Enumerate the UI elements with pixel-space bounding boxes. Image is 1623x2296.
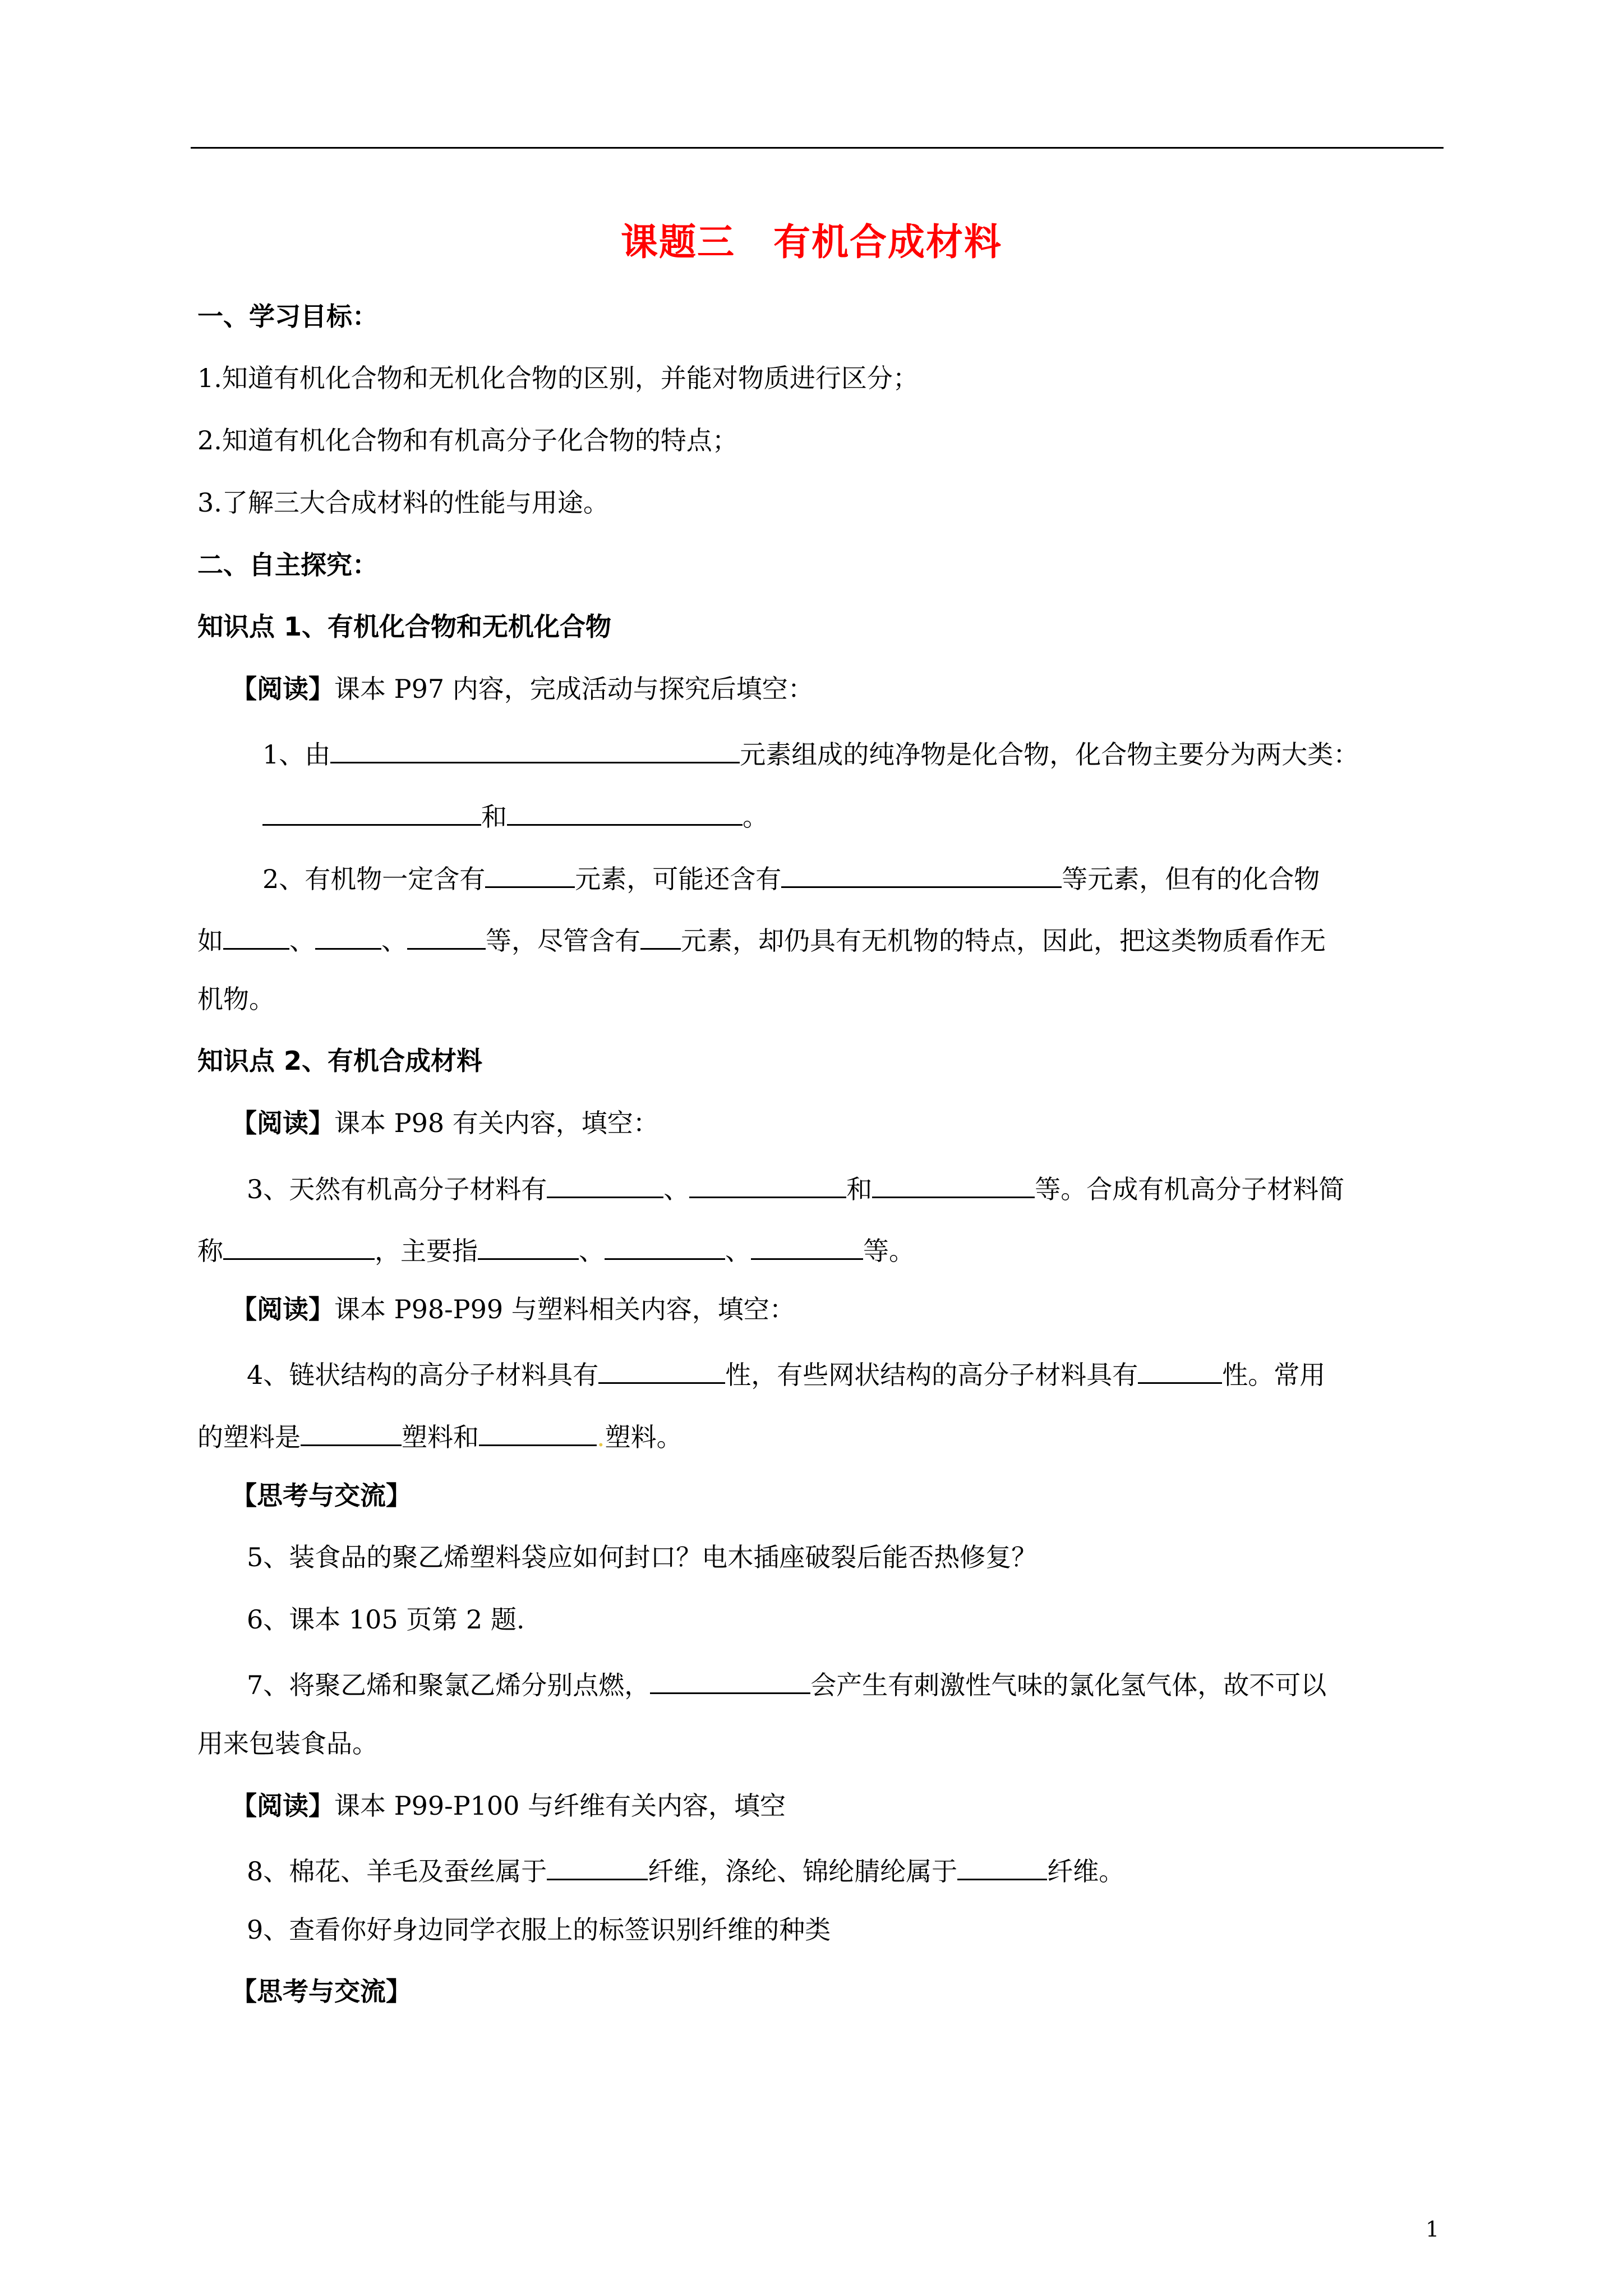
blank[interactable] [330,734,740,763]
question-4-line-2: 的塑料是 塑料和 .塑料。 [197,1416,683,1454]
blank[interactable] [315,920,381,950]
blank[interactable] [650,1664,810,1694]
blank[interactable] [957,1851,1047,1880]
blank[interactable] [605,1230,725,1260]
goal-3: 3.了解三大合成材料的性能与用途。 [197,487,609,518]
reading-text: 课本 P99-P100 与纤维有关内容，填空 [334,1791,786,1821]
blank[interactable] [407,920,486,950]
blank[interactable] [689,1168,846,1198]
header-rule [191,147,1444,149]
question-3-line-2: 称 ，主要指 、 、 等。 [197,1230,915,1268]
blank[interactable] [301,1416,402,1446]
reading-2 [231,1106,659,1140]
blank[interactable] [478,1230,579,1260]
reading-tag: 【阅读】 [231,674,334,704]
question-7-line-1: 7、将聚乙烯和聚氯乙烯分别点燃， 会产生有刺激性气味的氯化氢气体，故不可以 [247,1664,1326,1702]
blank[interactable] [598,1354,725,1384]
blank[interactable] [640,920,681,950]
knowledge-point-2: 知识点 2、有机合成材料 [197,1046,483,1076]
section-learning-goals: 一、学习目标： [197,301,378,332]
question-6: 6、课本 105 页第 2 题. [247,1604,525,1635]
page-number: 1 [1426,2217,1440,2242]
page-title: 课题三 有机合成材料 [621,220,1002,264]
blank[interactable] [223,1230,375,1260]
question-2-line-1: 2、有机物一定含有 元素，可能还含有 等元素，但有的化合物 [262,858,1320,896]
blank[interactable] [781,858,1062,888]
reading-3 [231,1292,795,1326]
reading-tag: 【阅读】 [231,1108,334,1138]
reading-text: 课本 P98 有关内容，填空： [334,1108,659,1138]
reading-1 [231,672,814,706]
reading-4 [231,1789,786,1823]
blank[interactable] [751,1230,863,1260]
question-4-line-1: 4、链状结构的高分子材料具有 性，有些网状结构的高分子材料具有 性。常用 [247,1354,1325,1392]
goal-1: 1.知道有机化合物和无机化合物的区别，并能对物质进行区分； [197,363,919,393]
think-and-discuss-1: 【思考与交流】 [231,1480,412,1511]
reading-text: 课本 P97 内容，完成活动与探究后填空： [334,674,814,704]
question-2-line-2: 如 、 、 等，尽管含有 元素，却仍具有无机物的特点，因此，把这类物质看作无 [197,920,1326,958]
reading-tag: 【阅读】 [231,1294,334,1324]
blank[interactable] [547,1168,663,1198]
think-and-discuss-2: 【思考与交流】 [231,1976,412,2007]
blank[interactable] [479,1416,597,1446]
question-1-line-1: 1、由 元素组成的纯净物是化合物，化合物主要分为两大类： [262,734,1359,771]
blank[interactable] [223,920,289,950]
goal-2: 2.知道有机化合物和有机高分子化合物的特点； [197,425,738,455]
reading-tag: 【阅读】 [231,1791,334,1821]
blank[interactable] [547,1851,648,1880]
question-9: 9、查看你好身边同学衣服上的标签识别纤维的种类 [247,1915,831,1945]
reading-text: 课本 P98-P99 与塑料相关内容，填空： [334,1294,795,1324]
question-7-line-2: 用来包装食品。 [197,1728,378,1759]
question-1-line-2: 和 。 [262,796,768,834]
blank[interactable] [262,796,481,826]
question-8: 8、棉花、羊毛及蚕丝属于 纤维，涤纶、锦纶腈纶属于 纤维。 [247,1851,1124,1888]
section-self-inquiry: 二、自主探究： [197,550,378,580]
question-2-line-3: 机物。 [197,984,275,1014]
blank[interactable] [1138,1354,1222,1384]
blank[interactable] [485,858,575,888]
blank[interactable] [507,796,743,826]
question-5: 5、装食品的聚乙烯塑料袋应如何封口？电木插座破裂后能否热修复？ [247,1542,1038,1572]
blank[interactable] [872,1168,1035,1198]
knowledge-point-1: 知识点 1、有机化合物和无机化合物 [197,611,612,642]
question-3-line-1: 3、天然有机高分子材料有 、 和 等。合成有机高分子材料简 [247,1168,1344,1206]
